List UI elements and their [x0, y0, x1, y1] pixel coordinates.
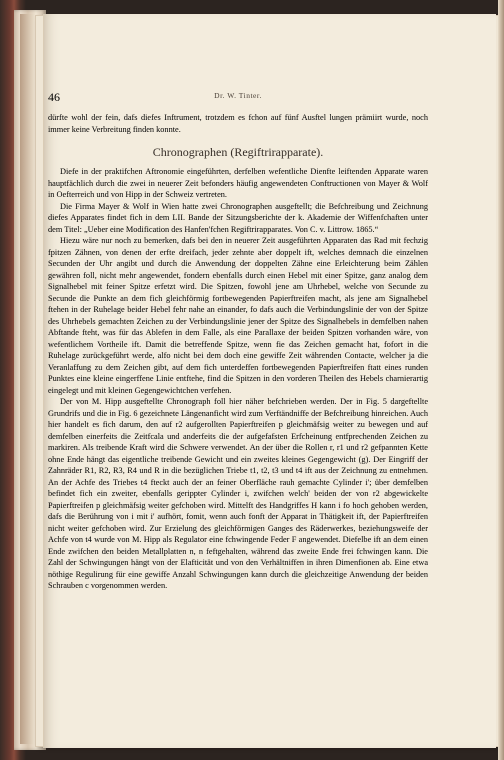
paragraph-1: Diefe in der praktifchen Aftronomie eingeführten, derfelben wefentliche Dienfte leiftenden Apparate waren hauptfächlich durch die zwei in neuerer Zeit befonders häufig angewendeten Conftructionen von Mayer & Wolf in Oefterreich und von Hipp in der Schweiz vertreten. — [48, 167, 428, 199]
page-header — [48, 90, 428, 106]
intro-paragraph: dürfte wohl der fein, dafs diefes Inftrument, trotzdem es fchon auf fünf Ausftel lungen prämiirt wurde, noch immer keine Verbreitung finden konnte. — [48, 113, 428, 134]
paragraph-3: Hiezu wäre nur noch zu bemerken, dafs bei den in neuerer Zeit ausgeführten Apparaten das Rad mit fechzig fpitzen Zähnen, von denen der erfte dreifach, jeder zehnte aber doppelt ift, welches demnach die einzelnen Secunden der Uhr angibt und durch die Anwendung der doppelten Zähne eine Erleichterung beim Zählen gewähren foll, nicht mehr angewendet, fondern ebenfalls durch einen Hebel mit einer Spitze, ganz analog dem Signalhebel mit feiner Spitze erfetzt wird. Die Spitzen, fowohl jene am Uhrhebel, welche von Secunde zu Secunde die Punkte an dem fich gleichförmig fortbewegenden Papierftreifen macht, als jene am Signalhebel ftehen in der Ruhelage beider Hebel fehr nahe an einander, fo dafs auch die Verbindungslinie der von der Spitze des Uhrhebels gemachten Zeichen zu der Verbindungslinie jener der Spitze des Signalhebels in demfelben nahen Abftande fteht, was für das Ablefen in dem Falle, als eine Parallaxe der beiden Spitzen vorhanden wäre, von wefentlichem Vortheile ift. Damit die betreffende Spitze, wenn fie das Zeichen gemacht hat, fofort in die Ruhelage zurückgeführt werde, alfo nicht bei dem doch eine gewiffe Zeit währenden Contacte, welcher ja die Veranlaffung zu dem Zeichen gibt, auf dem fich unterdeffen fortbewegenden Papierftreifen ftatt eines runden Punktes eine kleine eingerffene Linie entftehe, find die Spitzen in den vorderen Theilen des Hebels charnierartig eingelegt und mit kleinen Gegengewichtchen verfehen. — [48, 236, 428, 395]
section-title: Chronographen (Regiftrirapparate). — [152, 145, 324, 159]
page-gutter — [20, 14, 34, 744]
page-number: 46 — [48, 90, 60, 104]
paragraph-2: Die Firma Mayer & Wolf in Wien hatte zwei Chronographen ausgeftellt; die Befchreibung und Zeichnung diefes Apparates findet fich in dem LII. Bande der Sitzungsberichte der k. Akademie der Wiffenfchaften unter dem Titel: „Ueber eine Modification des Hanfen'fchen Regiftrirapparates. Von C. v. Littrow. 1865.“ — [48, 201, 428, 234]
paragraph-4: Der von M. Hipp ausgeftellte Chronograph foll hier näher befchrieben werden. Der in Fig. 5 dargeftellte Grundrifs und die in Fig. 6 gezeichnete Längenanficht wird zum Verftändniffe der Befchreibung hinreichen. Auch hier handelt es fich darum, den auf r2 aufgerollten Papierftreifen p gleichmäfsig weiter zu bewegen und auf demfelben einerfeits die Zeitfcala und anderfeits die der aufgefafsten Erfcheinung entfprechenden Zeichen zu markiren. Als treibende Kraft wird die Schwere verwendet. An der über die Rollen r, r1 und r2 gefpannten Kette ohne Ende hängt das eigentliche treibende Gewicht und ein zweites kleines Gegengewicht (g). Der Eingriff der Zahnräder R1, R2, R3, R4 und R in die bezüglichen Triebe t1, t2, t3 und t4 ift aus der Zeichnung zu entnehmen. An der Achfe des Triebes t4 fteckt auch der an feiner Oberfläche rauh gemachte Cylinder i'; über demfelben befindet fich ein zweiter, ebenfalls gerippter Cylinder i, zwifchen welch' beiden der von r2 abgewickelte Papierftreifen p gleichmäfsig weiter gefchoben wird. Mittelft des Handgriffes H kann i fo hoch gehoben werden, dafs die Berührung von i mit i' aufhört, fomit, wenn auch fonft der Apparat in Thätigkeit ift, der Papierftreifen nicht weiter gefchoben wird. Zur Erzielung des gleichförmigen Ganges des Räderwerkes, beziehungsweife der Achfe von t4 wurde von M. Hipp als Regulator eine fchwingende Feder F angewendet. Diefelbe ift an dem einen Ende zwifchen den beiden Metallplatten n, n feftgehalten, während das zweite Ende frei fchwingen kann. Die Zahl der Schwingungen hängt von der Elafticität und von den Verhältniffen in ihren Dimenfionen ab. Eine etwa nöthige Regulirung für eine gewiffe Anzahl Schwingungen kann durch die gleichzeitige Anwendung der beiden Schrauben c vorgenommen werden. — [48, 397, 428, 590]
running-head: Dr. W. Tinter. — [214, 91, 262, 100]
page-content — [48, 90, 428, 592]
page-right-edge — [498, 0, 504, 760]
